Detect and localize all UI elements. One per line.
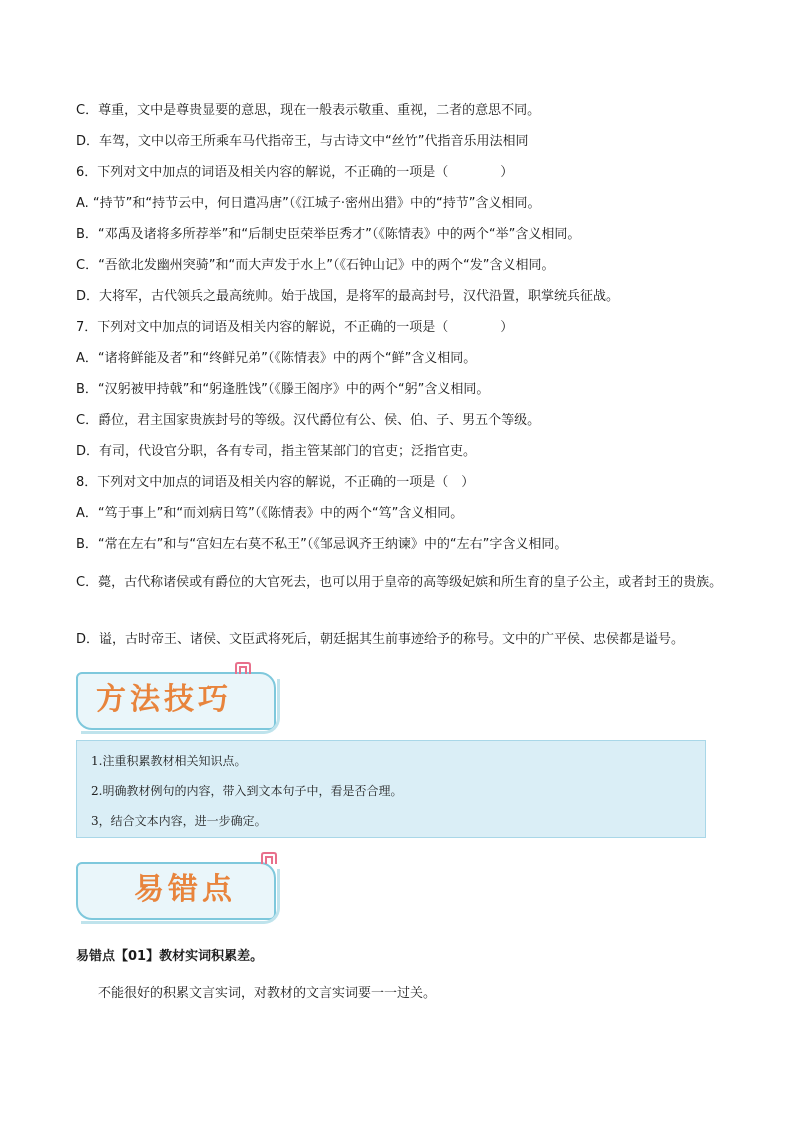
paperclip-icon [260,852,278,866]
option-c-q5: C．尊重，文中是尊贵显要的意思，现在一般表示敬重、重视，二者的意思不同。 [76,103,541,118]
option-c-q8: C．薨，古代称诸侯或有爵位的大官死去，也可以用于皇帝的高等级妃嫔和所生育的皇子公主，或者封王的贵族。 [76,575,723,590]
paperclip-icon [234,662,252,676]
option-d-q5: D．车驾，文中以帝王所乘车马代指帝王，与古诗文中“丝竹”代指音乐用法相同 [76,134,529,149]
error-banner-title: 易错点 [134,872,236,907]
tip-3: 3，结合文本内容，进一步确定。 [91,814,267,828]
tip-2: 2.明确教材例句的内容，带入到文本句子中，看是否合理。 [91,784,403,798]
tip-1: 1.注重积累教材相关知识点。 [91,754,247,768]
question-8: 8．下列对文中加点的词语及相关内容的解说，不正确的一项是（ ） [76,475,475,490]
option-d-q6: D．大将军，古代领兵之最高统帅。始于战国，是将军的最高封号，汉代沿置，职掌统兵征战。 [76,289,620,304]
option-d-q7: D．有司，代设官分职，各有专司，指主管某部门的官吏；泛指官吏。 [76,444,477,459]
error-point-title: 易错点【01】教材实词积累差。 [76,949,264,964]
option-a-q6: A. “持节”和“持节云中，何日遣冯唐”（《江城子·密州出猎》中的“持节”含义相同。 [76,196,541,211]
option-c-q7: C．爵位，君主国家贵族封号的等级。汉代爵位有公、侯、伯、子、男五个等级。 [76,413,541,428]
option-a-q8: A．“笃于事上”和“而刘病日笃”（《陈情表》中的两个“笃”含义相同。 [76,506,464,521]
question-6: 6．下列对文中加点的词语及相关内容的解说，不正确的一项是（ ） [76,165,514,180]
option-a-q7: A．“诸将鲜能及者”和“终鲜兄弟”（《陈情表》中的两个“鲜”含义相同。 [76,351,477,366]
tips-box [76,740,706,838]
method-banner-title: 方法技巧 [96,682,232,717]
option-c-q6: C．“吾欲北发幽州突骑”和“而大声发于水上”（《石钟山记》中的两个“发”含义相同。 [76,258,555,273]
error-banner [76,862,286,922]
question-7: 7．下列对文中加点的词语及相关内容的解说，不正确的一项是（ ） [76,320,514,335]
method-banner [76,672,286,732]
option-b-q7: B．“汉躬被甲持戟”和“躬逢胜饯”（《滕王阁序》中的两个“躬”含义相同。 [76,382,490,397]
option-d-q8: D．谥，古时帝王、诸侯、文臣武将死后，朝廷据其生前事迹给予的称号。文中的广平侯、忠侯都是谥号。 [76,632,685,647]
option-b-q8: B．“常在左右”和与“宫妇左右莫不私王”（《邹忌讽齐王纳谏》中的“左右”字含义相同。 [76,537,568,552]
option-b-q6: B．“邓禹及诸将多所荐举”和“后制史臣荣举臣秀才”（《陈情表》中的两个“举”含义相同。 [76,227,581,242]
error-point-body: 不能很好的积累文言实词，对教材的文言实词要一一过关。 [98,986,437,1001]
